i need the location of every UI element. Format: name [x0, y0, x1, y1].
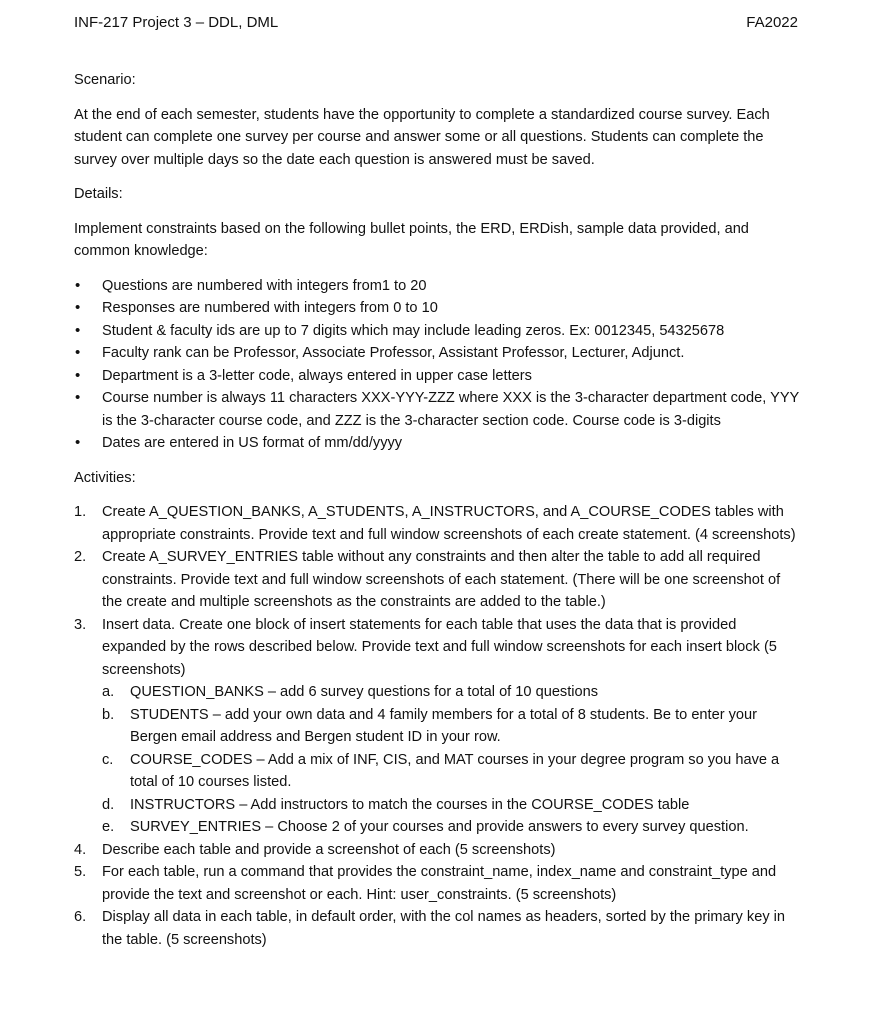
activity-text: For each table, run a command that provides the constraint_name, index_name and constraint_type and provide the text and screenshot or each. Hint: user_constraints. (5 screenshots)	[102, 864, 777, 903]
sub-item-text: SURVEY_ENTRIES – Choose 2 of your courses and provide answers to every survey question.	[130, 819, 749, 835]
details-intro: Implement constraints based on the following bullet points, the ERD, ERDish, sample data provided, and common knowledge:	[74, 220, 749, 259]
sub-item-letter: c.	[102, 751, 114, 768]
details-heading: Details:	[74, 186, 123, 202]
insert-data-sublist	[74, 681, 800, 839]
activities-list-continued	[74, 839, 800, 952]
activity-item	[74, 546, 800, 614]
header-title: INF-217 Project 3 – DDL, DML	[74, 14, 279, 31]
scenario-heading: Scenario:	[74, 72, 136, 88]
activity-number: 2.	[74, 549, 87, 565]
sub-item	[74, 749, 800, 794]
activities-list	[74, 501, 800, 681]
scenario-text: At the end of each semester, students have the opportunity to complete a standardized course survey. Each student can complete one survey per course and answer some or all questions. Students can complete the survey over multiple days so the date each question is answered must be saved.	[74, 106, 770, 168]
sub-item	[74, 794, 800, 817]
sub-item	[74, 816, 800, 839]
details-bullet-list	[74, 275, 800, 455]
activities-heading: Activities:	[74, 469, 136, 486]
sub-item-text: INSTRUCTORS – Add instructors to match the courses in the COURSE_CODES table	[130, 796, 690, 813]
activity-text: Describe each table and provide a screenshot of each (5 screenshots)	[102, 841, 556, 858]
activity-item	[74, 906, 800, 951]
bullet-item: • Faculty rank can be Professor, Associate Professor, Assistant Professor, Lecturer, Adjunct.	[74, 342, 800, 365]
sub-item-letter: e.	[102, 819, 115, 835]
document-body	[74, 69, 800, 951]
sub-item-letter: d.	[102, 796, 115, 813]
activity-text: Create A_SURVEY_ENTRIES table without any constraints and then alter the table to add all required constraints. Provide text and full window screenshots of each statement. (There will be one screenshot of the create and multiple screenshots as the constraints are added to the table.)	[102, 549, 781, 610]
activity-number: 6.	[74, 909, 87, 925]
bullet-item: • Department is a 3-letter code, always entered in upper case letters	[74, 365, 800, 388]
activity-number: 4.	[74, 841, 87, 858]
bullet-item: • Questions are numbered with integers from1 to 20	[74, 275, 800, 298]
sub-item-text: COURSE_CODES – Add a mix of INF, CIS, and MAT courses in your degree program so you have a total of 10 courses listed.	[130, 751, 780, 790]
bullet-item: • Course number is always 11 characters XXX-YYY-ZZZ where XXX is the 3-character department code, YYY is the 3-character course code, and ZZZ is the 3-character section code. Course code is 3-digits	[74, 387, 800, 432]
bullet-item: • Dates are entered in US format of mm/dd/yyyy	[74, 432, 800, 455]
header-term: FA2022	[746, 14, 798, 31]
sub-item-letter: a.	[102, 684, 115, 700]
sub-item	[74, 704, 800, 749]
activity-item	[74, 839, 800, 862]
bullet-item: • Responses are numbered with integers from 0 to 10	[74, 297, 800, 320]
activity-item	[74, 861, 800, 906]
activity-number: 1.	[74, 504, 87, 520]
activity-number: 5.	[74, 864, 87, 880]
sub-item-text: STUDENTS – add your own data and 4 family members for a total of 8 students. Be to enter your Bergen email address and Bergen student ID in your row.	[130, 706, 758, 745]
sub-item-letter: b.	[102, 706, 115, 723]
sub-item	[74, 681, 800, 704]
activity-text: Display all data in each table, in default order, with the col names as headers, sorted by the primary key in the table. (5 screenshots)	[102, 909, 786, 948]
activity-text: Create A_QUESTION_BANKS, A_STUDENTS, A_INSTRUCTORS, and A_COURSE_CODES tables with appropriate constraints. Provide text and full window screenshots of each create statement. (4 screenshots)	[102, 504, 796, 543]
activity-item	[74, 501, 800, 546]
bullet-item: • Student & faculty ids are up to 7 digits which may include leading zeros. Ex: 0012345, 54325678	[74, 320, 800, 343]
sub-item-text: QUESTION_BANKS – add 6 survey questions for a total of 10 questions	[130, 684, 599, 700]
activity-item	[74, 614, 800, 682]
activity-number: 3.	[74, 616, 87, 633]
activity-text: Insert data. Create one block of insert statements for each table that uses the data that is provided expanded by the rows described below. Provide text and full window screenshots for each insert block (5 screenshots)	[102, 616, 777, 678]
